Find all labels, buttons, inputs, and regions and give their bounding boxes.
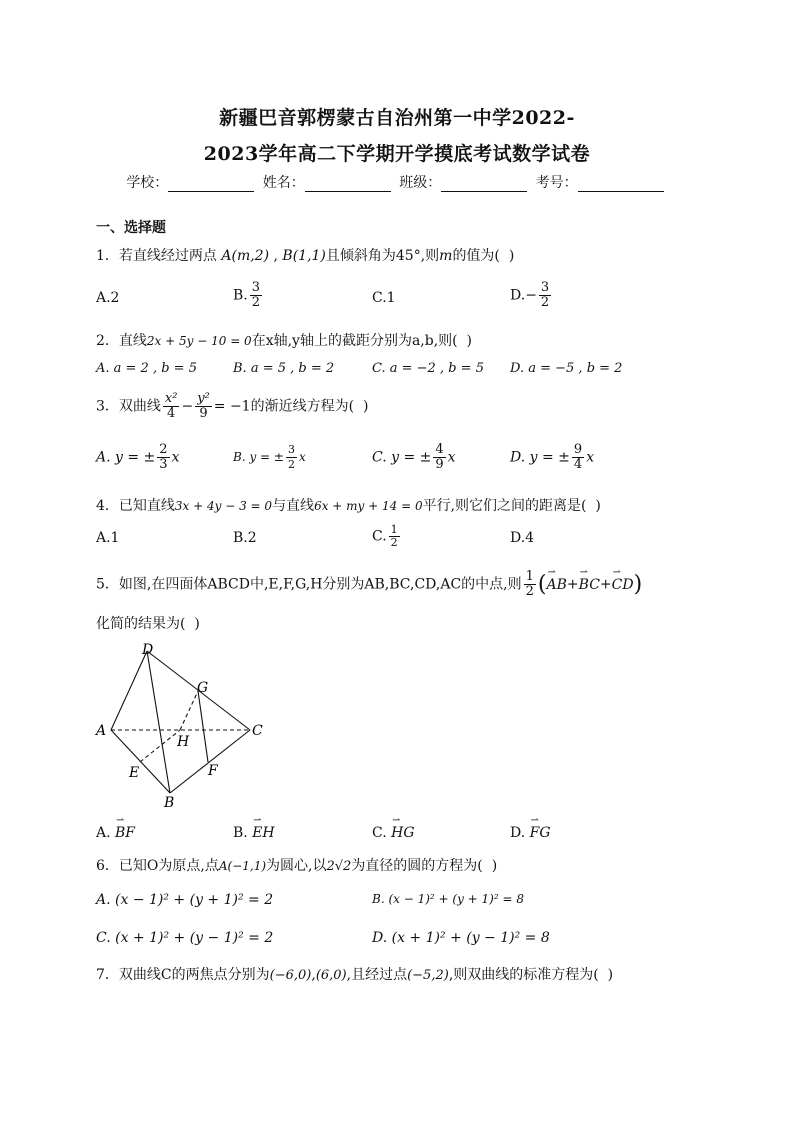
exam-no-blank[interactable] [578,177,664,192]
label-d: D [142,642,154,658]
q3-option-c-denominator: 9 [435,457,444,472]
q7-separator: , [311,967,316,983]
q4-text-2: 与直线 [272,498,315,514]
q2-option-d[interactable]: D. a = −5 , b = 2 [510,361,623,376]
q5-option-a[interactable] [96,825,135,841]
q7-focus-1: (−6,0) [269,968,312,983]
q6-point: A(−1,1) [218,859,267,873]
q1-text-3: 的值为( [452,248,500,264]
q4-option-a[interactable]: A.1 [96,530,120,546]
q6-text-4: ) [491,858,498,874]
q2-text-2: 在x轴,y轴上的截距分别为a,b,则( [251,333,458,349]
name-blank[interactable] [305,177,391,192]
q5-plus-2: + [599,576,612,593]
q1-text-1: 若直线经过两点 [118,248,217,264]
question-1: 1．若直线经过两点 A(m,2) , B(1,1)且倾斜角为45°,则m的值为( ) [96,248,515,264]
q5-half-denominator: 2 [525,584,534,599]
label-f: F [208,763,218,779]
q2-text-3: ) [466,333,473,349]
q3-option-a-suffix: x [171,449,180,466]
q1-option-d[interactable] [510,281,553,310]
q3-option-b-numerator: 3 [287,443,295,456]
q3-option-d-suffix: x [586,449,595,466]
q6-text-2: 为圆心,以 [266,858,327,874]
q1-option-d-denominator: 2 [540,295,550,310]
q1-option-b-denominator: 2 [251,295,261,310]
q5-line-2-end: ) [194,616,200,632]
q5-vector-cd: ⇀ CD [612,577,634,593]
class-label: 班级： [399,175,442,191]
q1-option-a[interactable]: A.2 [96,290,120,306]
q5-vector-bc: ⇀ BC [579,577,600,593]
q3-option-a-numerator: 2 [159,442,168,457]
title-line-2: 2023学年高二下学期开学摸底考试数学试卷 [203,143,591,165]
q1-point-b: B(1,1) [282,248,326,264]
q1-option-c[interactable]: C.1 [372,290,396,306]
q3-option-c[interactable] [372,443,456,472]
q3-option-b-suffix: x [298,450,306,464]
q5-option-a-vector: ⇀ BF [115,825,135,841]
q3-option-a-prefix: A. y = ± [96,449,156,466]
q7-text-2: ,且经过点 [346,967,408,983]
q5-text-1: 如图,在四面体ABCD中,E,F,G,H分别为AB,BC,CD,AC的中点,则 [118,576,522,593]
q3-option-c-suffix: x [447,449,456,466]
q1-text-4: ) [508,248,515,264]
q6-diameter: 2√2 [326,859,352,874]
q4-equation-2: 6x + my + 14 = 0 [314,499,423,513]
q4-option-c[interactable] [372,524,402,549]
q6-option-d[interactable]: D. (x + 1)² + (y − 1)² = 8 [372,930,550,946]
q3-option-d-prefix: D. y = ± [510,449,570,466]
q5-option-a-label: A. [96,825,111,841]
q4-option-c-numerator: 1 [390,523,398,536]
q3-equation-tail: = −1 [213,398,251,415]
q3-frac1-numerator: x² [164,391,178,406]
school-label: 学校： [126,175,169,191]
q3-text-1: 双曲线 [118,398,161,415]
name-label: 姓名： [262,175,305,191]
q1-var-m: m [439,248,453,264]
q3-option-d[interactable] [510,443,594,472]
q1-option-d-numerator: 3 [540,280,550,295]
q5-option-c-vector: ⇀ HG [391,825,414,841]
student-info-row [0,172,794,192]
q3-text-2: 的渐近线方程为( [250,398,355,415]
question-5: 5．如图,在四面体ABCD中,E,F,G,H分别为AB,BC,CD,AC的中点,则 $\frac{1}{2}$ (⇀ AB+⇀ BC+⇀ CD) [96,570,642,599]
q3-text-3: ) [362,398,369,415]
q4-equation-1: 3x + 4y − 3 = 0 [174,499,273,513]
q7-number: 7． [96,967,119,983]
label-a: A [96,723,107,739]
q3-minus: − [181,398,194,415]
q6-text-1: 已知O为原点,点 [118,858,219,874]
q3-option-b-prefix: B. y = ± [233,450,284,464]
tetrahedron-figure [90,640,280,812]
q5-number: 5． [96,576,119,593]
q5-option-d-vector: ⇀ FG [530,825,551,841]
q2-equation: 2x + 5y − 10 = 0 [146,334,252,348]
q2-option-a[interactable]: A. a = 2 , b = 5 [96,361,197,376]
label-c: C [252,723,263,739]
q3-option-c-numerator: 4 [435,442,444,457]
exam-no-label: 考号： [535,175,578,191]
q3-option-a-denominator: 3 [159,457,168,472]
q1-option-d-label: D. [510,287,526,304]
q3-frac1-denominator: 4 [167,406,176,421]
q3-option-c-prefix: C. y = ± [372,449,432,466]
q5-option-d-label: D. [510,825,526,841]
q5-plus-1: + [566,576,579,593]
segment-hg-hidden [180,691,198,730]
q3-option-d-denominator: 4 [573,457,583,472]
q1-number: 1． [96,248,119,264]
q4-text-1: 已知直线 [118,498,175,514]
label-g: G [197,680,209,696]
edge-ad [111,651,147,730]
q2-number: 2． [96,333,119,349]
class-blank[interactable] [441,177,527,192]
segment-gf [198,691,208,762]
q2-option-c[interactable]: C. a = −2 , b = 5 [372,361,484,376]
q2-option-b[interactable]: B. a = 5 , b = 2 [233,361,335,376]
q6-option-b[interactable]: B. (x − 1)² + (y + 1)² = 8 [372,892,524,906]
q5-half-numerator: 1 [525,569,534,584]
q7-text-4: ) [607,967,614,983]
question-3 [96,392,368,421]
q6-number: 6． [96,858,119,874]
label-h: H [177,734,190,750]
question-6 [96,855,497,875]
q1-option-b-numerator: 3 [251,280,261,295]
question-7 [96,964,613,984]
q5-option-c[interactable] [372,825,415,841]
q7-focus-2: (6,0) [315,968,347,983]
label-b: B [164,795,175,811]
q5-option-b[interactable] [233,825,275,841]
q7-text-1: 双曲线C的两焦点分别为 [118,967,270,983]
title-line-1: 新疆巴音郭楞蒙古自治州第一中学2022- [219,107,575,129]
q3-frac2-numerator: y² [197,391,210,406]
school-blank[interactable] [168,177,254,192]
q5-option-c-label: C. [372,825,387,841]
q1-option-b[interactable] [233,281,264,310]
q1-option-b-label: B. [233,287,248,304]
q7-point: (−5,2) [407,968,449,983]
q4-text-3: 平行,则它们之间的距离是( [422,498,587,514]
q2-text-1: 直线 [118,333,147,349]
q5-line-2-text: 化简的结果为( [96,616,186,632]
q7-text-3: ,则双曲线的标准方程为( [448,967,599,983]
q1-text-2: 且倾斜角为45°,则 [325,248,440,264]
q4-option-b[interactable]: B.2 [233,530,257,546]
q6-option-a[interactable]: A. (x − 1)² + (y + 1)² = 2 [96,892,274,908]
label-e: E [129,765,140,781]
section-title: 一、选择题 [96,220,166,236]
q5-option-b-label: B. [233,825,248,841]
q5-option-d[interactable] [510,825,551,841]
q6-text-3: 为直径的圆的方程为( [351,858,483,874]
q4-number: 4． [96,498,119,514]
q3-option-a[interactable] [96,443,179,472]
q3-option-d-numerator: 9 [573,442,583,457]
q3-option-b-denominator: 2 [287,458,295,471]
q3-number: 3． [96,398,119,415]
q5-vector-ab: ⇀ AB [547,577,567,593]
q6-option-c[interactable]: C. (x + 1)² + (y − 1)² = 2 [96,930,274,946]
q4-text-4: ) [595,498,601,514]
q5-line-2 [96,613,200,633]
segment-eh-hidden [140,730,180,762]
q1-point-a: A(m,2) [221,248,270,264]
q3-option-b[interactable] [233,443,306,472]
question-2 [96,330,472,350]
q4-option-c-denominator: 2 [390,536,398,549]
q5-option-b-vector: ⇀ EH [252,825,274,841]
question-4 [96,495,601,515]
q1-option-d-sign: − [525,287,537,304]
q3-frac2-denominator: 9 [199,406,208,421]
q4-option-d[interactable]: D.4 [510,530,535,546]
q4-option-c-label: C. [372,528,387,545]
